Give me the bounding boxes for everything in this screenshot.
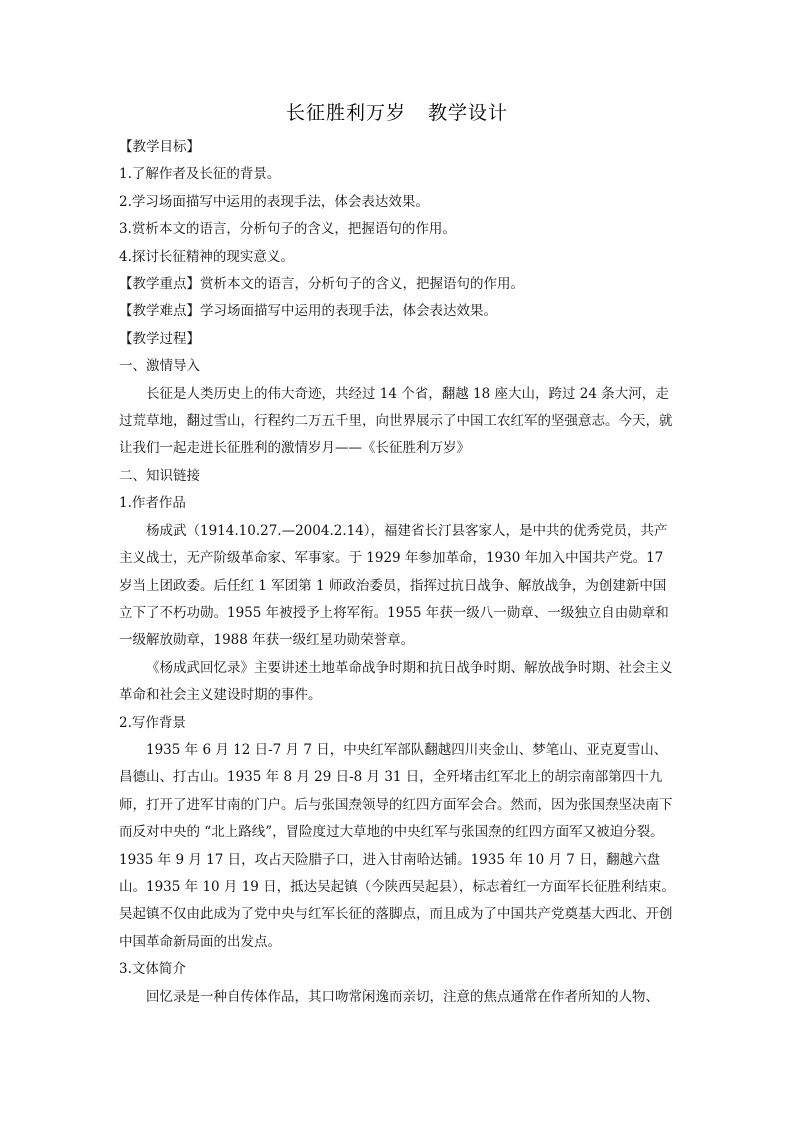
subheading-knowledge: 二、知识链接: [119, 467, 200, 484]
document-title: [0, 98, 794, 125]
section-heading-objectives: 【教学目标】: [119, 139, 200, 155]
paragraph-memoir: 《杨成武回忆录》主要讲述土地革命战争时期和抗日战争时期、解放战争时期、社会主义革命和社会主义建设时期的事件。: [119, 659, 673, 704]
objective-item-1: 1.了解作者及长征的背景。: [119, 166, 281, 183]
title-main: 长征胜利万岁: [285, 102, 406, 124]
subheading-introduction: 一、激情导入: [119, 358, 200, 375]
section-heading-process: 【教学过程】: [119, 330, 200, 347]
objective-item-4: 4.探讨长征精神的现实意义。: [119, 248, 294, 265]
paragraph-author-bio: 杨成武（1914.10.27.—2004.2.14），福建省长汀县客家人，是中共的优秀党员，共产主义战士，无产阶级革命家、军事家。于 1929 年参加革命，1930 年加入中国共产党。17 岁当上团政委。后任红 1 军团第 1 师政治委员，指挥过抗日战争、解放战争，为创建新中国立下了不朽功勋。1955 年被授予上将军衔。1955 年获一级八一勋章、一级独立自由勋章和一级解放勋章，1988 年获一级红星功勋荣誉章。: [119, 522, 669, 649]
paragraph-background: 1935 年 6 月 12 日-7 月 7 日，中央红军部队翻越四川夹金山、梦笔山、亚克夏雪山、昌德山、打古山。1935 年 8 月 29 日-8 月 31 日，全歼堵击红军北上的胡宗南部第四十九师，打开了进军甘南的门户。后与张国焘领导的红四方面军会合。然而，因为张国焘坚决南下而反对中央的 “北上路线”，冒险度过大草地的中央红军与张国焘的红四方面军又被迫分裂。1935 年 9 月 17 日，攻占天险腊子口，进入甘南哈达铺。1935 年 10 月 7 日，翻越六盘山。1935 年 10 月 19 日，抵达吴起镇（今陕西吴起县），标志着红一方面军长征胜利结束。吴起镇不仅由此成为了党中央与红军长征的落脚点，而且成为了中国共产党奠基大西北、开创中国革命新局面的出发点。: [119, 741, 675, 950]
subheading-background: 2.写作背景: [119, 714, 186, 731]
objective-item-3: 3.赏析本文的语言，分析句子的含义，把握语句的作用。: [119, 221, 456, 238]
document-body: [119, 134, 679, 1011]
title-sub: 教学设计: [428, 102, 509, 124]
subheading-genre: 3.文体简介: [119, 961, 186, 978]
difficult-point: 【教学难点】学习场面描写中运用的表现手法，体会表达效果。: [119, 303, 497, 320]
paragraph-genre: 回忆录是一种自传体作品，其口吻常闲逸而亲切，注意的焦点通常在作者所知的人物、: [146, 988, 659, 1005]
paragraph-introduction: 长征是人类历史上的伟大奇迹，共经过 14 个省，翻越 18 座大山，跨过 24 条大河，走过荒草地，翻过雪山，行程约二万五千里，向世界展示了中国工农红军的坚强意志。今天，就让我们一起走进长征胜利的激情岁月——《长征胜利万岁》: [119, 385, 673, 457]
objective-item-2: 2.学习场面描写中运用的表现手法，体会表达效果。: [119, 193, 429, 210]
subheading-author: 1.作者作品: [119, 495, 186, 512]
key-point: 【教学重点】赏析本文的语言，分析句子的含义，把握语句的作用。: [119, 276, 524, 293]
